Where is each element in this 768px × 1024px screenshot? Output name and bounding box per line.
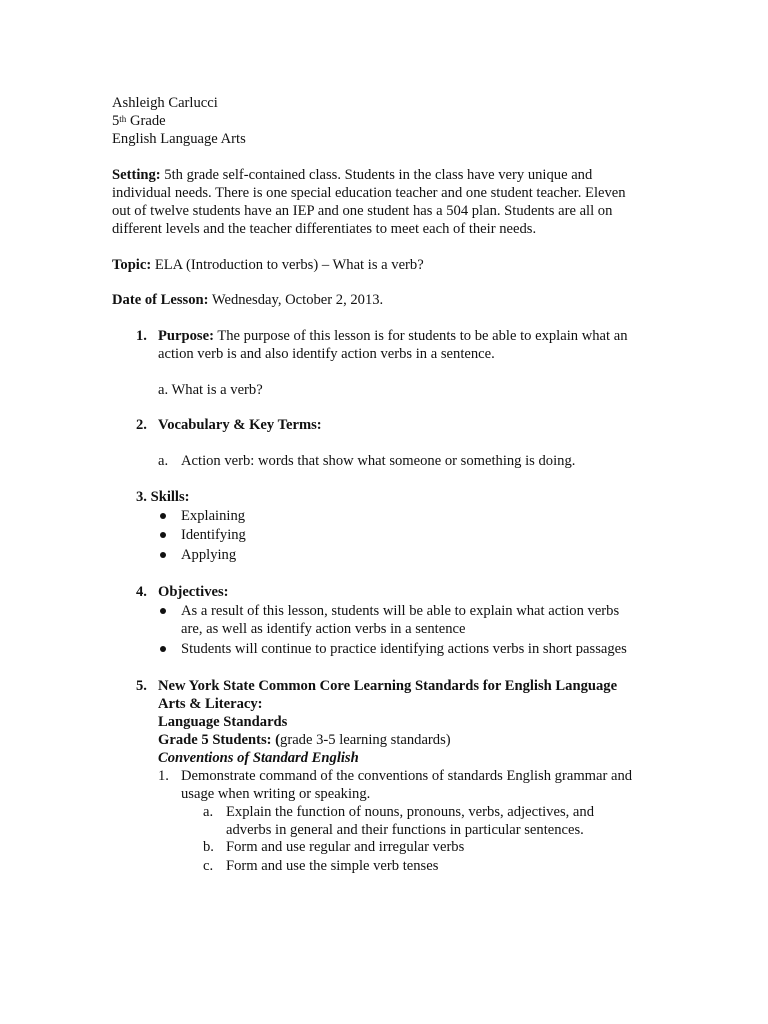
author-name: Ashleigh Carlucci bbox=[112, 95, 218, 111]
sub-item-letter: a. bbox=[203, 804, 214, 820]
objective-item-1-line-1: As a result of this lesson, students will be able to explain what action verbs bbox=[181, 603, 620, 619]
sub-item-a-line-2: adverbs in general and their functions in particular sentences. bbox=[226, 822, 584, 838]
skill-item: Identifying bbox=[181, 527, 246, 543]
setting-line-3: out of twelve students have an IEP and one student has a 504 plan. Students are all on bbox=[112, 203, 613, 219]
purpose-text-1: The purpose of this lesson is for students to be able to explain what an bbox=[213, 328, 628, 344]
skill-item: Explaining bbox=[181, 508, 246, 524]
purpose-line-2: action verb is and also identify action verbs in a sentence. bbox=[158, 346, 495, 362]
sub-item-letter: b. bbox=[203, 839, 214, 855]
topic-label: Topic: bbox=[112, 257, 152, 273]
objectives-label: Objectives: bbox=[158, 584, 229, 600]
vocab-item-text: Action verb: words that show what someone or something is doing. bbox=[181, 453, 576, 469]
sub-item-c: Form and use the simple verb tenses bbox=[226, 858, 439, 874]
bullet-icon bbox=[160, 646, 166, 652]
standards-title-line-2: Arts & Literacy: bbox=[158, 696, 263, 712]
bullet-icon bbox=[160, 513, 166, 519]
topic-text: ELA (Introduction to verbs) – What is a verb? bbox=[151, 257, 424, 273]
subject-line: English Language Arts bbox=[112, 131, 246, 147]
sub-item-letter: c. bbox=[203, 858, 214, 874]
bullet-icon bbox=[160, 532, 166, 538]
setting-label: Setting: bbox=[112, 167, 161, 183]
purpose-label: Purpose: bbox=[158, 328, 214, 344]
setting-line-2: individual needs. There is one special education teacher and one student teacher. Eleven bbox=[112, 185, 626, 201]
objectives-number: 4. bbox=[136, 584, 147, 600]
grade-students-text: grade 3-5 learning standards) bbox=[280, 732, 451, 748]
date-line bbox=[112, 291, 383, 309]
bullet-icon bbox=[160, 552, 166, 558]
setting-line-4: different levels and the teacher differentiates to meet each of their needs. bbox=[112, 221, 537, 237]
standards-title-line-1: New York State Common Core Learning Standards for English Language bbox=[158, 678, 618, 694]
standard-item-line-1: Demonstrate command of the conventions of standards English grammar and bbox=[181, 768, 633, 784]
date-text: Wednesday, October 2, 2013. bbox=[208, 292, 384, 308]
grade-students-line bbox=[158, 731, 451, 749]
vocab-number: 2. bbox=[136, 417, 147, 433]
objective-item-2: Students will continue to practice identifying actions verbs in short passages bbox=[181, 641, 627, 657]
skill-item: Applying bbox=[181, 547, 237, 563]
objective-item-1-line-2: are, as well as identify action verbs in a sentence bbox=[181, 621, 466, 637]
grade-word: Grade bbox=[126, 113, 166, 129]
vocab-item-letter: a. bbox=[158, 453, 169, 469]
standards-number: 5. bbox=[136, 678, 147, 694]
grade-line bbox=[112, 112, 166, 130]
vocab-label: Vocabulary & Key Terms: bbox=[158, 417, 322, 433]
date-label: Date of Lesson: bbox=[112, 292, 209, 308]
standard-item-line-2: usage when writing or speaking. bbox=[181, 786, 371, 802]
language-standards-heading: Language Standards bbox=[158, 714, 288, 730]
topic-line bbox=[112, 256, 424, 274]
sub-item-a-line-1: Explain the function of nouns, pronouns, verbs, adjectives, and bbox=[226, 804, 595, 820]
grade-students-label: Grade 5 Students: ( bbox=[158, 732, 281, 748]
skills-label: 3. Skills: bbox=[136, 489, 190, 505]
conventions-heading: Conventions of Standard English bbox=[158, 750, 359, 766]
purpose-number: 1. bbox=[136, 328, 147, 344]
purpose-sub-a: a. What is a verb? bbox=[158, 382, 263, 398]
grade-suffix: th bbox=[119, 114, 127, 124]
bullet-icon bbox=[160, 608, 166, 614]
sub-item-b: Form and use regular and irregular verbs bbox=[226, 839, 465, 855]
grade-number: 5 bbox=[112, 113, 120, 129]
setting-line-1 bbox=[112, 166, 592, 184]
setting-text-1: 5th grade self-contained class. Students in the class have very unique and bbox=[160, 167, 593, 183]
standard-item-number: 1. bbox=[158, 768, 169, 784]
purpose-line-1 bbox=[158, 327, 628, 345]
